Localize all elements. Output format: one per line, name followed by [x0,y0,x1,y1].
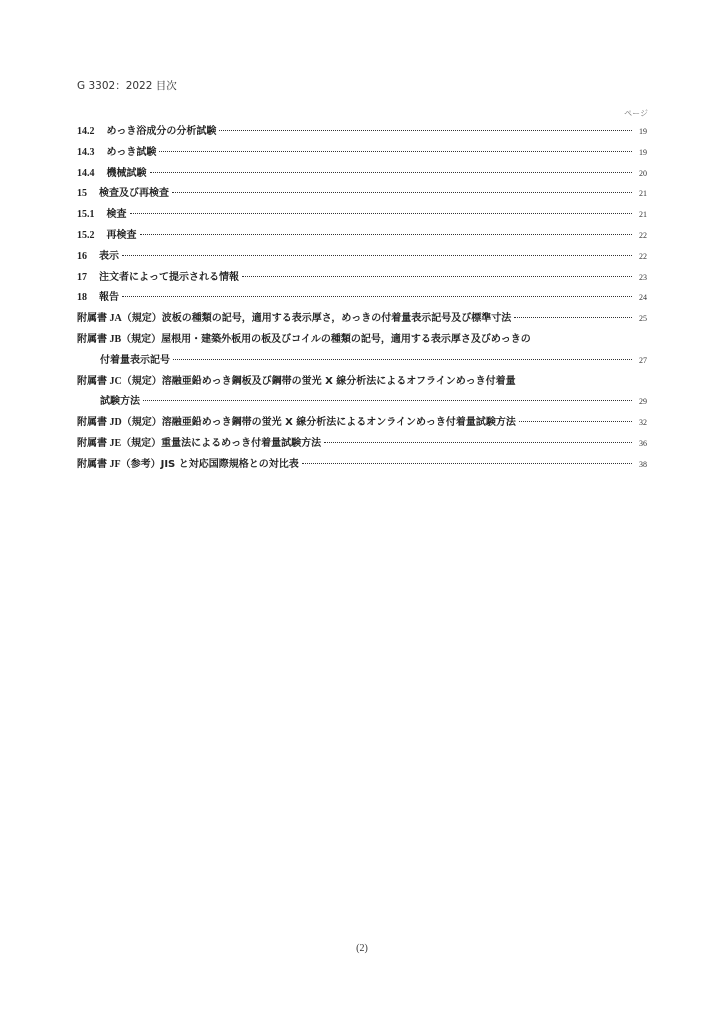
leader-dots [219,130,632,131]
leader-dots [122,255,632,256]
toc-entry-title: 再検査 [106,229,137,241]
toc-entry[interactable] [77,164,647,185]
leader-dots [242,276,632,277]
toc-entry-number: 15.2 [77,229,95,241]
toc-entry[interactable] [77,455,647,476]
leader-dots [324,442,632,443]
toc-entry-page: 25 [639,314,647,324]
toc-entry-number: 16 [77,250,87,262]
toc-entry-number: 14.2 [77,126,95,137]
toc-entry-number: 附属書 JE [77,437,122,449]
toc-entry[interactable] [77,226,647,247]
toc-entry-number: 15 [77,188,87,200]
toc-entry-page: 36 [639,438,647,448]
toc-entry-title: （規定）重量法によるめっき付着量試験方法 [121,437,322,449]
toc-entry-page: 21 [639,189,647,199]
toc-entry[interactable] [77,184,647,205]
toc-entry-title-continued: 付着量表示記号 [100,354,170,366]
toc-entry-continuation[interactable] [77,392,647,413]
leader-dots [514,317,632,318]
toc-entry-page: 19 [639,147,647,157]
toc-entry-title: 報告 [99,292,119,304]
leader-dots [122,296,632,297]
toc-entry[interactable] [77,122,647,143]
toc-entry-title: 検査 [106,209,127,221]
leader-dots [173,359,632,360]
toc-entry[interactable] [77,434,647,455]
leader-dots [159,151,632,152]
toc-entry-page: 22 [639,251,647,261]
toc-entry-title: （規定）屋根用・建築外板用の板及びコイルの種類の記号，適用する表示厚さ及びめっきの [121,333,531,345]
toc-entry-number: 14.4 [77,167,95,179]
toc-entry-title: 機械試験 [106,167,147,179]
page-number: (2) [356,943,368,954]
toc-entry-title-continued: 試験方法 [100,396,140,408]
toc-entry-page: 21 [639,210,647,220]
toc-entry-page: 32 [639,418,647,428]
toc-entry-title: （規定）波板の種類の記号，適用する表示厚さ，めっきの付着量表示記号及び標準寸法 [121,313,512,325]
toc-entry-page: 27 [639,355,647,365]
toc-entry-title: （規定）溶融亜鉛めっき鋼帯の蛍光 X 線分析法によるオンラインめっき付着量試験方法 [121,417,516,429]
toc-entry-page: 23 [639,272,647,282]
toc-entry-title: めっき試験 [106,146,157,158]
leader-dots [150,172,633,173]
toc-entry-page: 19 [639,127,647,136]
toc-entry-number: 附属書 JA [77,313,122,325]
toc-entry[interactable] [77,268,647,289]
toc-entry-page: 29 [639,397,647,407]
table-of-contents [77,122,647,476]
toc-entry-page: 38 [639,459,647,469]
toc-entry-title: めっき浴成分の分析試験 [106,126,217,137]
toc-entry-number: 14.3 [77,146,95,158]
leader-dots [143,400,632,401]
toc-entry[interactable] [77,330,647,351]
toc-entry-number: 附属書 JB [77,333,122,345]
toc-entry-title: 表示 [99,250,119,262]
leader-dots [519,421,632,422]
toc-entry-number: 18 [77,292,87,304]
toc-entry-number: 附属書 JF [77,458,121,470]
toc-entry[interactable] [77,288,647,309]
toc-entry-number: 15.1 [77,209,95,221]
toc-entry-page: 24 [639,293,647,303]
toc-entry-number: 17 [77,271,87,283]
toc-entry[interactable] [77,247,647,268]
toc-entry-number: 附属書 JD [77,417,122,429]
toc-entry-title: 注文者によって提示される情報 [99,271,239,283]
toc-entry-title: 検査及び再検査 [99,188,169,200]
toc-entry[interactable] [77,372,647,393]
toc-entry[interactable] [77,309,647,330]
leader-dots [172,192,632,193]
leader-dots [140,234,633,235]
page-column-label: ページ [624,109,648,118]
document-header: G 3302：2022 目次 [77,80,177,92]
toc-entry[interactable] [77,413,647,434]
toc-entry[interactable] [77,143,647,164]
toc-entry-title: （規定）溶融亜鉛めっき鋼板及び鋼帯の蛍光 X 線分析法によるオフラインめっき付着量 [121,375,516,387]
toc-entry-title: （参考）JIS と対応国際規格との対比表 [120,458,299,470]
toc-entry-continuation[interactable] [77,351,647,372]
toc-entry-page: 22 [639,230,647,240]
leader-dots [302,463,632,464]
toc-entry-page: 20 [639,168,647,178]
leader-dots [130,213,633,214]
toc-entry-number: 附属書 JC [77,375,122,387]
toc-entry[interactable] [77,205,647,226]
